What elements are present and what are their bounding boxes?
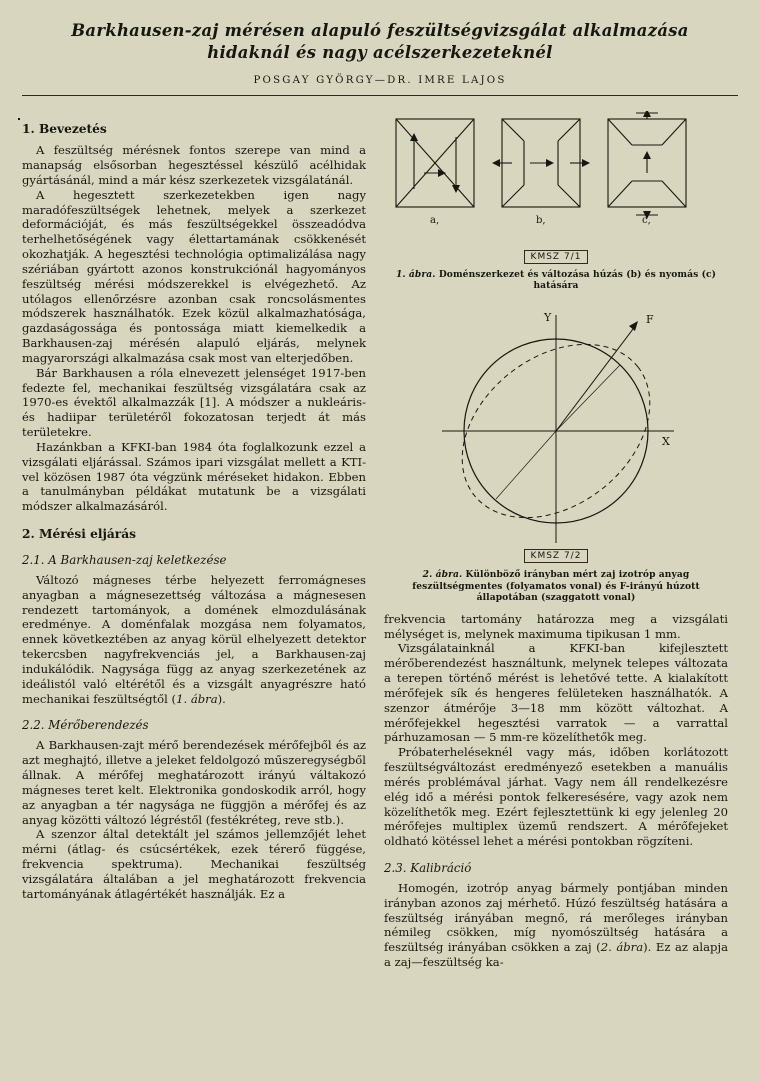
subheading-barkhausen-noise: 2.1. A Barkhausen-zaj keletkezése [22, 552, 227, 567]
figure-1-stamp-wrap [384, 244, 728, 264]
title-line-2: hidaknál és nagy acélszerkezeteknél [207, 43, 553, 63]
paragraph-intro-4: Hazánkban a KFKI-ban 1984 óta foglalkozunk ezzel a vizsgálati eljárással. Számos ipari vizsgálat mellett a KTI-vel közösen 1987 óta végzünk méréseket hidakon. Ebben a tanulmányban példákat mutatunk be a vizsgálati módszer alkalmazásáról. [22, 439, 366, 514]
svg-text:b,: b, [536, 215, 546, 227]
paragraph-2-1-text-a: Változó mágneses térbe helyezett ferromágneses anyagban a mágnesezettség változása a mágnesesen rendezett tartományok, a domének elmozdulásának eredménye. A doménfalak mozgása nem folyamatos, ennek következtében az anyag körül elhelyezett detektor tekercsben nagyfrekvenciás jel, a Barkhausen-zaj indukálódik. Nagysága függ az anyag szerkezetének az ideálistól való eltérétől és a vizsgált anyagrészre ható mechanikai feszültségtől ( [22, 572, 366, 706]
paragraph-intro-1: A feszültség mérésnek fontos szerepe van mind a manapság elsősorban hegesztéssel készülő acélhidak gyártásánál, mind a már kész szerkezetek vizsgálatánál. [22, 143, 366, 187]
figure-2-caption [384, 569, 728, 602]
figure-2-axis-y-label: Y [544, 311, 552, 325]
figure-1-graphic [384, 111, 728, 236]
title-line-1: Barkhausen-zaj mérésen alapuló feszültségvizsgálat alkalmazása [71, 21, 689, 40]
page-margin-dot [18, 118, 20, 120]
paragraph-right-1: frekvencia tartomány határozza meg a vizsgálati mélységet is, melynek maximuma tipikusan 1 mm. [384, 611, 728, 641]
subheading-calibration: 2.3. Kalibráció [384, 861, 472, 875]
figure-1-reference: 1. ábra [176, 691, 218, 706]
paragraph-2-2-1: A Barkhausen-zajt mérő berendezések mérőfejből és az azt meghajtó, illetve a jeleket feldolgozó műszeregységből állnak. A mérőfej meghatározott irányú váltakozó mágneses teret kelt. Elektronika gondoskodik arról, hogy az anyagban a tér nagysága ne függjön a mérőfej és az anyag közötti változó légréstől (festékréteg, reve stb.). [22, 738, 366, 827]
figure-2 [384, 303, 728, 602]
paragraph-calibration-text-b: ). Ez az alapja a zaj—feszültség ka- [384, 940, 728, 970]
figure-1-caption-number: 1. ábra. [395, 269, 436, 281]
paragraph-2-1-text-b: ). [217, 691, 226, 706]
figure-2-axis-x-label: X [662, 435, 670, 449]
heading-measurement-method: 2. Mérési eljárás [22, 526, 136, 541]
figure-1 [384, 111, 728, 291]
page-title [52, 20, 708, 64]
figure-1-caption-text: Doménszerkezet és változása húzás (b) és nyomás (c) hatására [438, 269, 717, 292]
figure-2-graphic [384, 303, 728, 561]
figure-2-caption-number: 2. ábra. [422, 569, 463, 581]
figure-1-caption [384, 269, 728, 291]
svg-text:c,: c, [642, 215, 651, 227]
paragraph-intro-3: Bár Barkhausen a róla elnevezett jelenséget 1917-ben fedezte fel, mechanikai feszültség vizsgálatára csak az 1970-es évektől alkalmazzák [1]. A módszer a nukleáris- és hadiipar területéről fokozatosan terjedt át más területekre. [22, 365, 366, 440]
heading-introduction: 1. Bevezetés [22, 122, 107, 137]
figure-2-reference: 2. ábra [600, 940, 644, 955]
figure-2-stamp: KMSZ 7/2 [524, 549, 589, 563]
paragraph-intro-2: A hegesztett szerkezetekben igen nagy maradófeszültségek lehetnek, melyek a szerkezet deformációját, és más feszültségekkel összeadódva terhelhetőségének vagy élettartamának csökkenését okozhatják. A hegesztési technológia optimalizálása nagy szériában gyártott azonos konstrukciónál hagyományos feszültség mérési módszerekkel is elvégezhető. Az utólagos ellenőrzésre azonban csak roncsolásmentes módszerek használhatók. Ezek közül alkalmazhatósága, gazdaságossága és pontossága miatt kiemelkedik a Barkhausen-zaj mérésén alapuló eljárás, melynek magyarországi alkalmazása csak most van elterjedőben. [22, 187, 366, 365]
figure-2-caption-text: Különböző irányban mért zaj izotróp anyag feszültségmentes (folyamatos vonal) és F-irányú húzott állapotában (szaggatott vonal) [412, 569, 700, 603]
header-divider [22, 95, 738, 96]
two-column-body [22, 109, 738, 970]
paragraph-2-2-2: A szenzor által detektált jel számos jellemzőjét lehet mérni (átlag- és csúcsértékek, ezek térerő függése, frekvencia spektruma). Mechanikai feszültség vizsgálatára általában a jel meghatározott frekvencia tartományának átlagértékét használják. Ez a [22, 827, 366, 901]
paragraph-calibration [384, 881, 728, 970]
paragraph-2-1 [22, 573, 366, 706]
paragraph-calibration-text-a: Homogén, izotróp anyag bármely pontjában minden irányban azonos zaj mérhető. Húzó feszültség hatására a feszültség irányában megnő, rá merőleges irányban némileg csökken, míg nyomószültség hatására a feszültség irányában csökken a zaj ( [384, 881, 728, 955]
svg-text:a,: a, [430, 215, 440, 227]
paragraph-right-3: Próbaterheléseknél vagy más, időben korlátozott feszültségváltozást eredményező esetekben a manuális mérés problémával járhat. Vagy nem áll rendelkezésre elég idő a mérési pontok felkeresésére, vagy azok nem közelíthetők meg. Ezért fejlesztettünk ki egy jelenleg 20 mérőfejes multiplex üzemű rendszert. A mérőfejeket oldható kötéssel lehet a mérési pontokban rögzíteni. [384, 745, 728, 849]
figure-2-force-label: F [646, 313, 654, 327]
authors: POSGAY GYÖRGY—DR. IMRE LAJOS [253, 75, 507, 87]
left-column [22, 109, 366, 970]
paragraph-right-2: Vizsgálatainknál a KFKI-ban kifejlesztett mérőberendezést használtunk, melynek telepes változata a terepen történő mérést is lehetővé tette. A kialakított mérőfejek sík és hengeres felületeken használhatók. A szenzor átmérője 3—18 mm között változhat. A mérőfejekkel hegesztési varratok — a varrattal párhuzamosan — 5 mm-re közelíthetők meg. [384, 641, 728, 745]
figure-1-stamp: KMSZ 7/1 [524, 250, 589, 264]
right-column [384, 109, 728, 970]
subheading-measuring-equipment: 2.2. Mérőberendezés [22, 718, 149, 733]
